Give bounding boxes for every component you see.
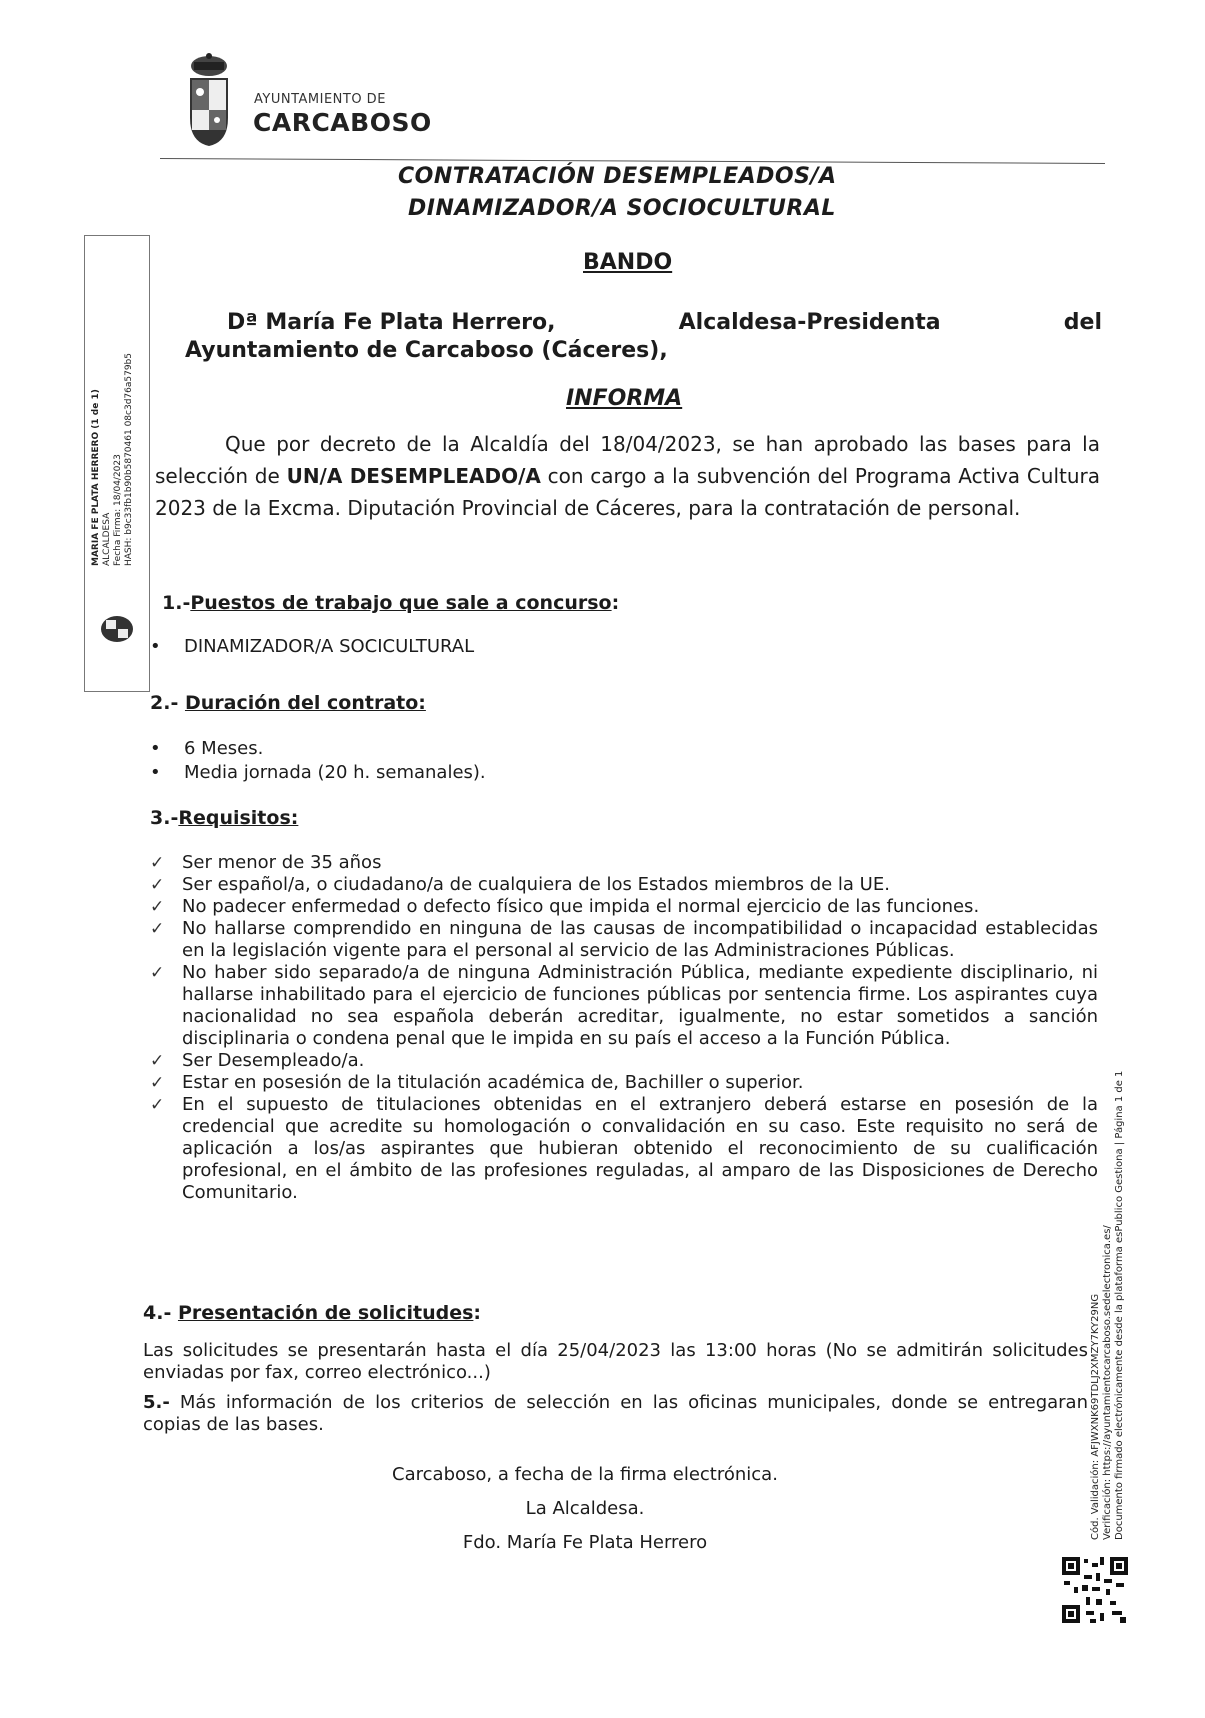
check-icon: ✓ bbox=[150, 875, 165, 895]
section-colon: : bbox=[473, 1302, 482, 1324]
section-number: 2.- bbox=[150, 692, 179, 714]
section-number: 1.- bbox=[162, 592, 191, 614]
document-title-line1: CONTRATACIÓN DESEMPLEADOS/A bbox=[398, 164, 837, 189]
stamp-date: Fecha Firma: 18/04/2023 bbox=[113, 454, 123, 566]
stamp-crest-icon bbox=[99, 614, 135, 644]
section-2-heading bbox=[150, 692, 426, 714]
section-4-text: Las solicitudes se presentarán hasta el día 25/04/2023 las 13:00 horas (No se admitirán solicitudes enviadas por fax, correo electrónico...) bbox=[143, 1340, 1088, 1383]
list-item bbox=[150, 636, 474, 657]
check-icon: ✓ bbox=[150, 1073, 165, 1093]
bullet-icon: • bbox=[150, 738, 161, 759]
check-icon: ✓ bbox=[150, 897, 165, 917]
section-3-heading bbox=[150, 807, 298, 829]
list-item-text: DINAMIZADOR/A SOCICULTURAL bbox=[184, 636, 475, 657]
section-5-body: Más información de los criterios de selección en las oficinas municipales, donde se entregaran copias de las bases. bbox=[143, 1392, 1088, 1435]
list-item-text: No hallarse comprendido en ninguna de las causas de incompatibilidad o incapacidad establecidas en la legislación vigente para el personal al servicio de las Administraciones Públicas. bbox=[182, 918, 1098, 961]
list-item bbox=[150, 1094, 1098, 1204]
closing-signature: Fdo. María Fe Plata Herrero bbox=[462, 1532, 708, 1553]
list-item bbox=[150, 918, 1098, 962]
section-number: 5.- bbox=[143, 1392, 170, 1413]
section-title: Requisitos: bbox=[178, 807, 299, 829]
section-title: Puestos de trabajo que sale a concurso bbox=[190, 592, 612, 614]
list-item bbox=[150, 738, 263, 759]
section-5-text bbox=[143, 1392, 1088, 1436]
intro-text-2: con cargo a la subvención del Programa Activa Cultura 2023 de la Excma. Diputación Provincial de Cáceres, para la contratación de personal. bbox=[155, 464, 1101, 520]
issuer-institution: Ayuntamiento de Carcaboso (Cáceres), bbox=[185, 338, 668, 363]
verification-text bbox=[1090, 1071, 1126, 1540]
informa-heading: INFORMA bbox=[566, 386, 683, 411]
closing-place-date: Carcaboso, a fecha de la firma electrónica. bbox=[392, 1464, 778, 1485]
bullet-icon: • bbox=[150, 762, 161, 783]
section-title: Presentación de solicitudes bbox=[177, 1302, 474, 1324]
section-4-heading bbox=[143, 1302, 481, 1324]
issuer-line bbox=[227, 310, 1102, 335]
list-item-text: Media jornada (20 h. semanales). bbox=[184, 762, 486, 783]
verification-code: Cód. Validación: AFJWXNK69TDLJ2XMZY7KY29NG bbox=[1090, 1293, 1101, 1540]
check-icon: ✓ bbox=[150, 1051, 165, 1071]
bando-heading: BANDO bbox=[583, 250, 673, 275]
intro-text-1: Que por decreto de la Alcaldía del 18/04/2023, se han aprobado las bases para la selección de bbox=[155, 432, 1100, 488]
signature-stamp bbox=[84, 235, 150, 692]
list-item bbox=[150, 874, 1098, 896]
intro-strong: UN/A DESEMPLEADO/A bbox=[286, 464, 541, 488]
list-item-text: Ser español/a, o ciudadano/a de cualquiera de los Estados miembros de la UE. bbox=[182, 874, 890, 895]
requirements-list bbox=[150, 852, 1098, 1204]
organization-label: AYUNTAMIENTO DE bbox=[254, 92, 386, 107]
list-item-text: Estar en posesión de la titulación académica de, Bachiller o superior. bbox=[182, 1072, 804, 1093]
section-number: 4.- bbox=[143, 1302, 172, 1324]
issuer-role: Alcaldesa-Presidenta bbox=[678, 310, 941, 335]
stamp-text bbox=[91, 353, 135, 566]
closing-role: La Alcaldesa. bbox=[525, 1498, 645, 1519]
list-item-text: En el supuesto de titulaciones obtenidas en el extranjero deberá estarse en posesión de la credencial que acredite su homologación o convalidación en su caso. Este requisito no será de aplicación a los/as aspirantes que hubieran obtenido el reconocimiento de su cualificación profesional, en el ámbito de las profesiones reguladas, al amparo de las Disposiciones de Derecho Comunitario. bbox=[182, 1094, 1098, 1203]
document-title-line2: DINAMIZADOR/A SOCIOCULTURAL bbox=[408, 196, 836, 221]
list-item-text: Ser Desempleado/a. bbox=[182, 1050, 365, 1071]
issuer-del: del bbox=[1063, 310, 1102, 335]
coat-of-arms-logo bbox=[186, 52, 232, 148]
issuer-name: Dª María Fe Plata Herrero, bbox=[227, 310, 556, 335]
list-item bbox=[150, 1050, 1098, 1072]
organization-name: CARCABOSO bbox=[253, 108, 432, 137]
stamp-hash: HASH: b9c33fb1b90b5870461 08c3d76a579b5 bbox=[124, 353, 134, 566]
list-item-text: No padecer enfermedad o defecto físico que impida el normal ejercicio de las funciones. bbox=[182, 896, 980, 917]
stamp-signer: MARIA FE PLATA HERRERO (1 de 1) bbox=[91, 389, 101, 566]
list-item-text: No haber sido separado/a de ninguna Administración Pública, mediante expediente disciplinario, ni hallarse inhabilitado para el ejercicio de funciones públicas por sentencia firme. Los aspirantes cuya nacionalidad no sea española deberán acreditar, igualmente, no estar sometidos a sanción disciplinaria o condena penal que le impida en su país el acceso a la Función Pública. bbox=[182, 962, 1098, 1049]
qr-code-icon bbox=[1060, 1555, 1130, 1625]
list-item bbox=[150, 962, 1098, 1050]
list-item bbox=[150, 896, 1098, 918]
verification-platform: Documento firmado electrónicamente desde la plataforma esPublico Gestiona | Página 1 de 1 bbox=[1114, 1070, 1125, 1540]
stamp-role: ALCALDESA bbox=[102, 512, 112, 566]
bullet-icon: • bbox=[150, 636, 161, 657]
verification-url: Verificación: https://ayuntamientocarcaboso.sedelectronica.es/ bbox=[1102, 1225, 1113, 1540]
section-colon: : bbox=[611, 592, 620, 614]
check-icon: ✓ bbox=[150, 1095, 165, 1115]
check-icon: ✓ bbox=[150, 919, 165, 939]
list-item bbox=[150, 762, 486, 783]
check-icon: ✓ bbox=[150, 853, 165, 873]
section-number: 3.- bbox=[150, 807, 179, 829]
list-item bbox=[150, 1072, 1098, 1094]
list-item-text: Ser menor de 35 años bbox=[182, 852, 382, 873]
section-1-heading bbox=[162, 592, 619, 614]
check-icon: ✓ bbox=[150, 963, 165, 983]
list-item-text: 6 Meses. bbox=[184, 738, 264, 759]
section-title: Duración del contrato: bbox=[184, 692, 426, 714]
intro-paragraph bbox=[155, 428, 1100, 524]
list-item bbox=[150, 852, 1098, 874]
